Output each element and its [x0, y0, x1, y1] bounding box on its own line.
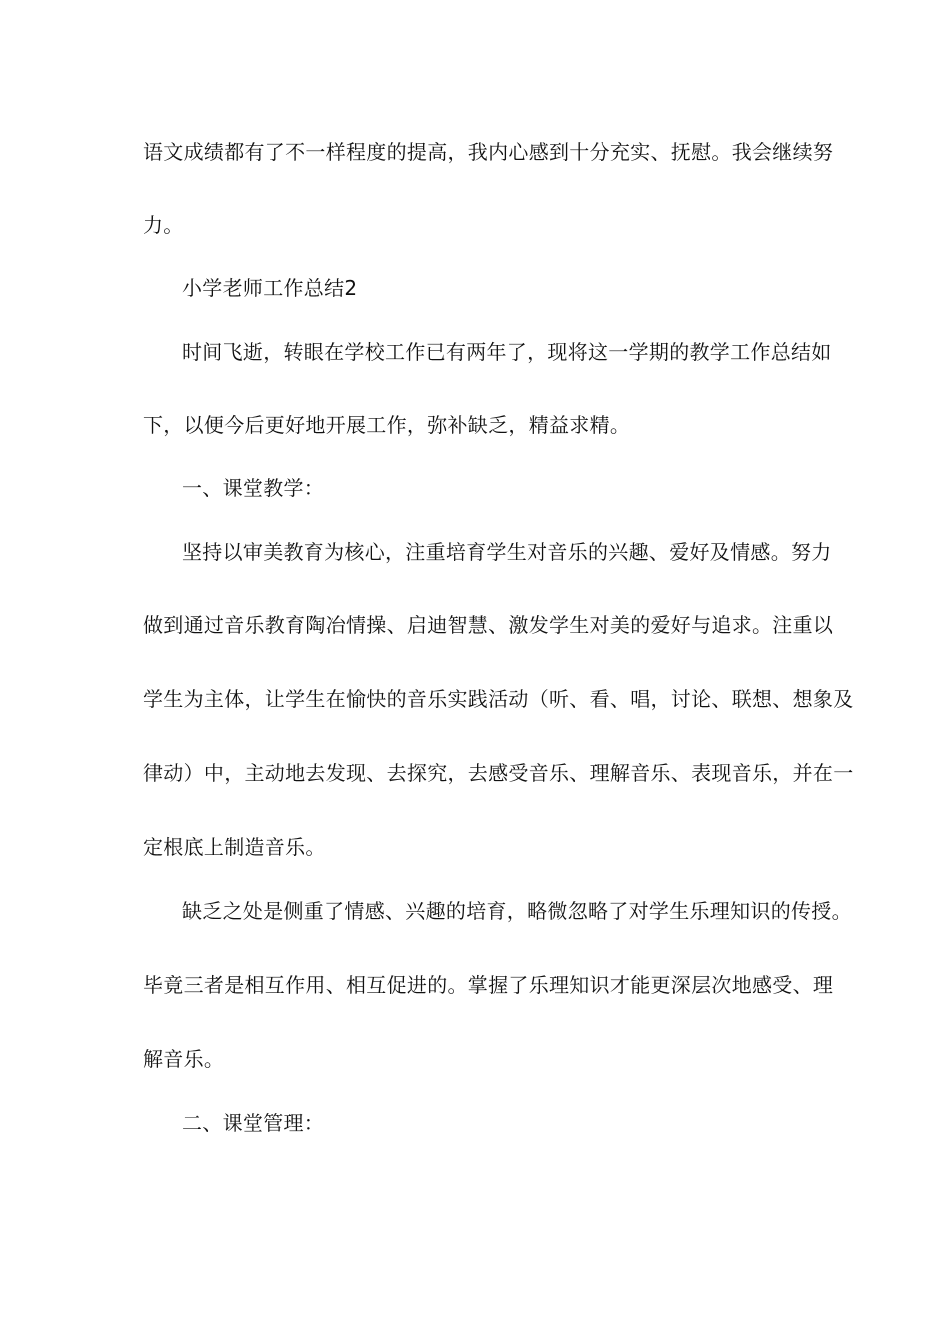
section-title: 小学老师工作总结2: [182, 276, 358, 300]
paragraph-line: 解音乐。: [143, 1047, 225, 1071]
paragraph-continuation-line: 语文成绩都有了不一样程度的提高，我内心感到十分充实、抚慰。我会继续努: [143, 140, 834, 164]
paragraph-line: 律动）中，主动地去发现、去探究，去感受音乐、理解音乐、表现音乐，并在一: [143, 761, 854, 785]
paragraph-line: 定根底上制造音乐。: [143, 835, 326, 859]
paragraph-line: 坚持以审美教育为核心，注重培育学生对音乐的兴趣、爱好及情感。努力: [182, 540, 832, 564]
paragraph-line: 时间飞逝，转眼在学校工作已有两年了，现将这一学期的教学工作总结如: [182, 340, 832, 364]
paragraph-line: 毕竟三者是相互作用、相互促进的。掌握了乐理知识才能更深层次地感受、理: [143, 973, 834, 997]
section-heading: 二、课堂管理：: [182, 1111, 325, 1135]
paragraph-continuation-line: 力。: [143, 213, 184, 237]
section-heading: 一、课堂教学：: [182, 476, 325, 500]
paragraph-line: 学生为主体，让学生在愉快的音乐实践活动（听、看、唱，讨论、联想、想象及: [143, 687, 854, 711]
paragraph-line: 做到通过音乐教育陶冶情操、启迪智慧、激发学生对美的爱好与追求。注重以: [143, 613, 834, 637]
paragraph-line: 下，以便今后更好地开展工作，弥补缺乏，精益求精。: [143, 413, 631, 437]
paragraph-line: 缺乏之处是侧重了情感、兴趣的培育，略微忽略了对学生乐理知识的传授。: [182, 899, 852, 923]
